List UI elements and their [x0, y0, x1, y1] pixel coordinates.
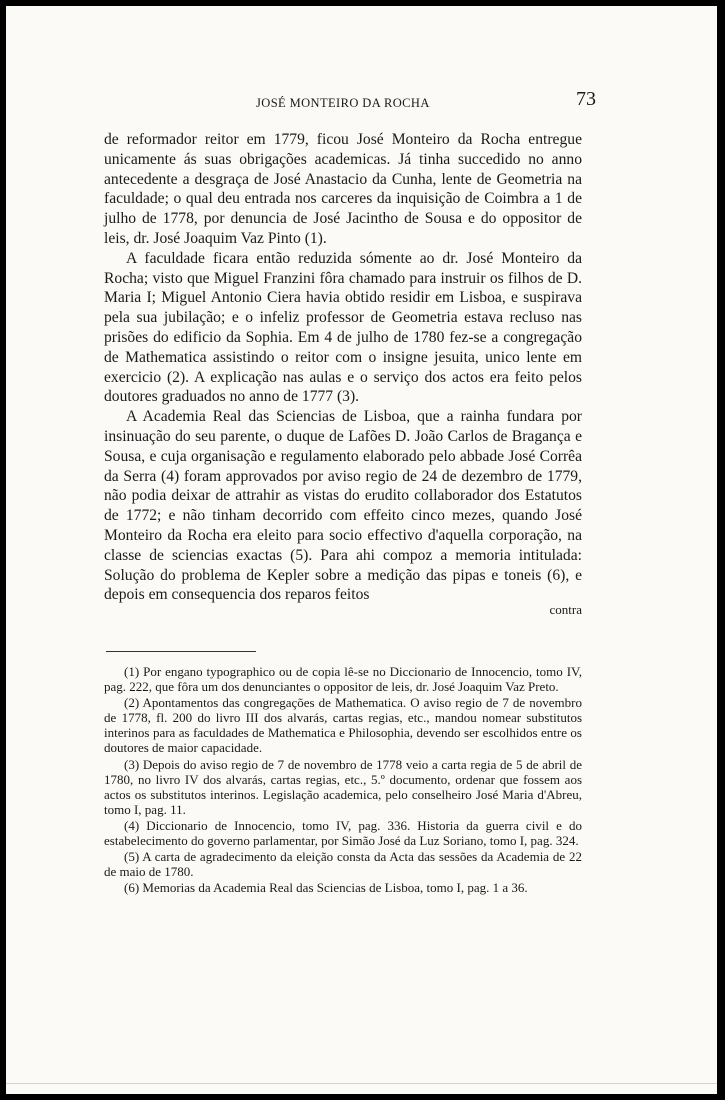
- footnote-1: (1) Por engano typographico ou de copia lê-se no Diccionario de Innocencio, tomo IV, pag. 222, que fôra um dos denunciantes o oppositor de leis, dr. José Joaquim Vaz Preto.: [104, 664, 582, 695]
- paragraph-1: de reformador reitor em 1779, ficou José Monteiro da Rocha entregue unicamente ás suas obrigações academicas. Já tinha succedido no anno antecedente a desgraça de José Anastacio da Cunha, lente de Geometria na faculdade; o qual deu entrada nos carceres da inquisição de Coimbra a 1 de julho de 1778, por denuncia de José Jacintho de Sousa e do oppositor de leis, dr. José Joaquim Vaz Pinto (1).: [104, 131, 582, 247]
- footnote-2: (2) Apontamentos das congregações de Mathematica. O aviso regio de 7 de novembro de 1778, fl. 200 do livro III dos alvarás, cartas regias, etc., mandou nomear substitutos interinos para as faculdades de Mathematica e Philosophia, devendo ser escolhidos entre os doutores de maior capacidade.: [104, 695, 582, 756]
- running-head: JOSÉ MONTEIRO DA ROCHA: [256, 96, 430, 110]
- footnote-6: (6) Memorias da Academia Real das Sciencias de Lisboa, tomo I, pag. 1 a 36.: [124, 880, 528, 896]
- page-bottom-edge: [6, 1083, 717, 1084]
- page-header: [106, 88, 596, 114]
- footnote-4: (4) Diccionario de Innocencio, tomo IV, pag. 336. Historia da guerra civil e do estabelecimento do governo parlamentar, por Simão José da Luz Soriano, tomo I, pag. 324.: [104, 817, 582, 849]
- body-text: [104, 130, 582, 618]
- footnote-3: (3) Depois do aviso regio de 7 de novembro de 1778 veio a carta regia de 5 de abril de 1780, no livro IV dos alvarás, cartas regias, etc., 5.º documento, ordenar que fossem aos actos os substitutos interinos. Legislação academica, pelo conselheiro José Maria d'Abreu, tomo I, pag. 11.: [104, 756, 582, 817]
- page-number: 73: [576, 88, 596, 110]
- book-page: [6, 6, 717, 1094]
- paragraph-2: A faculdade ficara então reduzida sómente ao dr. José Monteiro da Rocha; visto que Miguel Franzini fôra chamado para instruir os filhos de D. Maria I; Miguel Antonio Ciera havia obtido residir em Lisboa, e suspirava pela sua jubilação; e o infeliz professor de Geometria estava recluso nas prisões do edificio da Sophia. Em 4 de julho de 1780 fez-se a congregação de Mathematica assistindo o reitor com o insigne jesuita, unico lente em exercicio (2). A explicação nas aulas e o serviço dos actos era feito pelos doutores graduados no anno de 1777 (3).: [104, 249, 582, 406]
- catchword: contra: [549, 602, 582, 618]
- paragraph-3: A Academia Real das Sciencias de Lisboa, que a rainha fundara por insinuação do seu parente, o duque de Lafões D. João Carlos de Bragança e Sousa, e cuja organisação e regulamento elaborado pelo abbade José Corrêa da Serra (4) foram approvados por aviso regio de 24 de dezembro de 1779, não podia deixar de attrahir as vistas do erudito collaborador dos Estatutos de 1772; e não tinham decorrido com effeito cinco mezes, quando José Monteiro da Rocha era eleito para socio effectivo d'aquella corporação, na classe de sciencias exactas (5). Para ahi compoz a memoria intitulada: Solução do problema de Kepler sobre a medição das pipas e toneis (6), e depois em consequencia dos reparos feitos: [104, 408, 582, 604]
- footnote-divider: [106, 651, 256, 652]
- footnotes: [104, 664, 582, 896]
- footnote-5: (5) A carta de agradecimento da eleição consta da Acta das sessões da Academia de 22 de maio de 1780.: [104, 849, 582, 880]
